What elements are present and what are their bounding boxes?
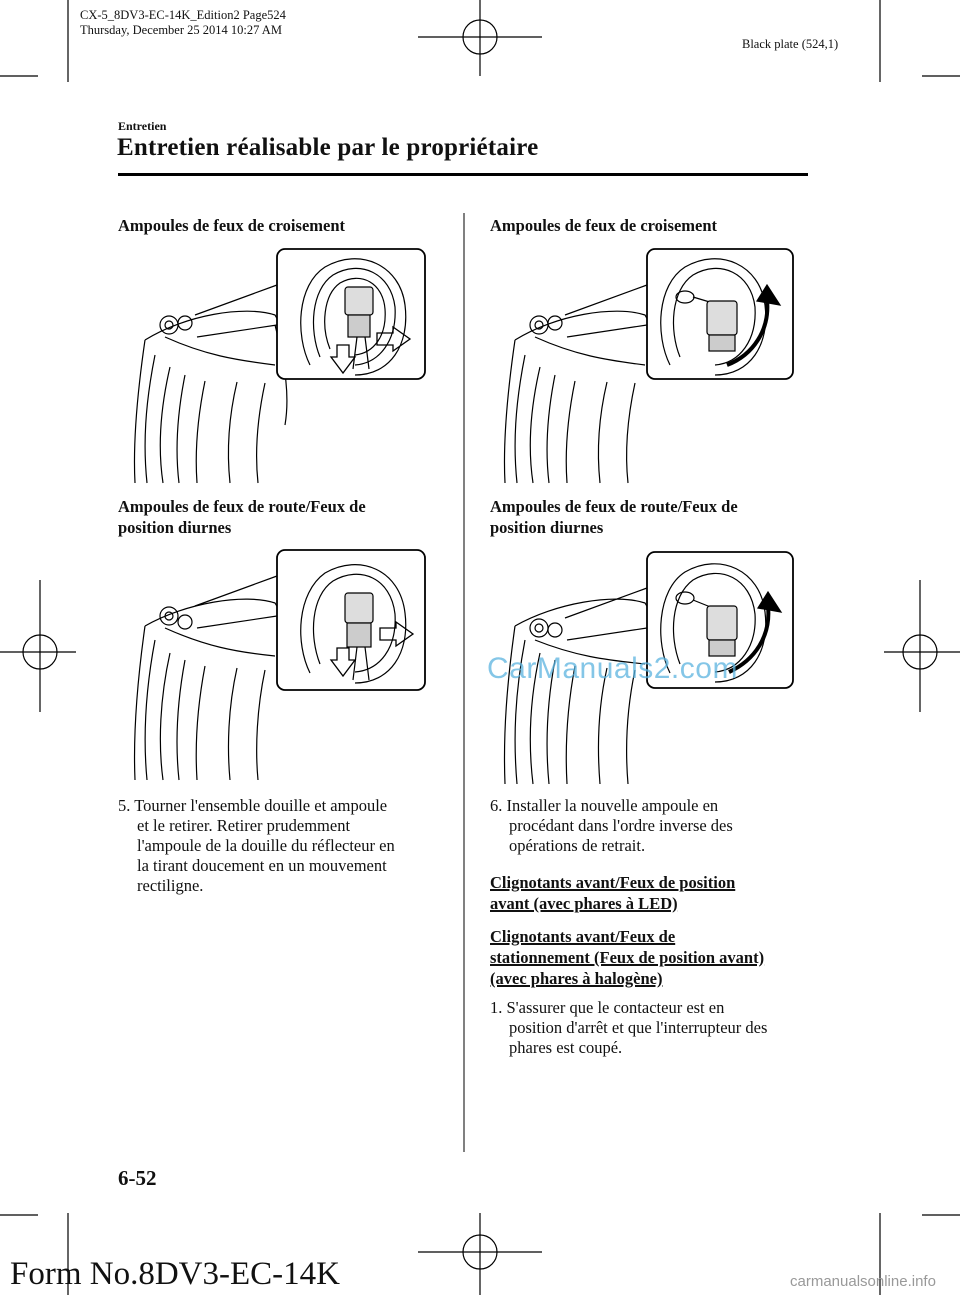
step5-line4: la tirant doucement en un mouvement (137, 856, 387, 875)
step5-line1: 5. Tourner l'ensemble douille et ampoule (118, 796, 388, 815)
step6-line2: procédant dans l'ordre inverse des (509, 816, 733, 835)
section-label: Entretien (118, 119, 167, 133)
low-beam-removal-illustration (125, 245, 435, 485)
sub2-line1: Clignotants avant/Feux de (490, 927, 676, 946)
footer-site: carmanualsonline.info (790, 1273, 936, 1290)
step6-line1: 6. Installer la nouvelle ampoule en (490, 796, 719, 815)
left-heading-low-beam: Ampoules de feux de croisement (118, 216, 346, 235)
print-slug (80, 8, 286, 38)
sub1-line1: Clignotants avant/Feux de position (490, 873, 736, 892)
right-step-1 (490, 998, 820, 1058)
slug-line-1: CX-5_8DV3-EC-14K_Edition2 Page524 (80, 8, 286, 22)
watermark: CarManuals2.com (487, 652, 738, 685)
right-heading-high-beam-l2: position diurnes (490, 518, 604, 537)
step5-line2: et le retirer. Retirer prudemment (137, 816, 351, 835)
page-title: Entretien réalisable par le propriétaire (117, 134, 539, 161)
right-heading-low-beam: Ampoules de feux de croisement (490, 216, 718, 235)
step5-line5: rectiligne. (137, 876, 204, 895)
right-heading-high-beam-l1: Ampoules de feux de route/Feux de (490, 497, 738, 516)
step6-line3: opérations de retrait. (509, 836, 646, 855)
step1-line2: position d'arrêt et que l'interrupteur des (509, 1018, 768, 1037)
subheading-halogen-turn-signals (490, 926, 764, 989)
form-number: Form No.8DV3-EC-14K (10, 1256, 340, 1292)
page-number: 6-52 (118, 1166, 157, 1190)
step1-line1: 1. S'assurer que le contacteur est en (490, 998, 725, 1017)
step5-line3: l'ampoule de la douille du réflecteur en (137, 836, 395, 855)
high-beam-removal-illustration (125, 548, 435, 783)
left-heading-high-beam (118, 496, 366, 538)
left-heading-high-beam-l1: Ampoules de feux de route/Feux de (118, 497, 366, 516)
title-rule (118, 173, 808, 176)
step1-line3: phares est coupé. (509, 1038, 623, 1057)
sub1-line2: avant (avec phares à LED) (490, 894, 678, 913)
sub2-line2: stationnement (Feux de position avant) (490, 948, 765, 967)
slug-line-2: Thursday, December 25 2014 10:27 AM (80, 23, 282, 37)
left-step-5 (118, 796, 448, 896)
left-heading-high-beam-l2: position diurnes (118, 518, 232, 537)
right-step-6 (490, 796, 820, 856)
subheading-led-turn-signals (490, 872, 735, 914)
low-beam-install-illustration (495, 245, 805, 485)
sub2-line3: (avec phares à halogène) (490, 969, 663, 988)
right-heading-high-beam (490, 496, 738, 538)
black-plate-label: Black plate (524,1) (742, 37, 839, 51)
